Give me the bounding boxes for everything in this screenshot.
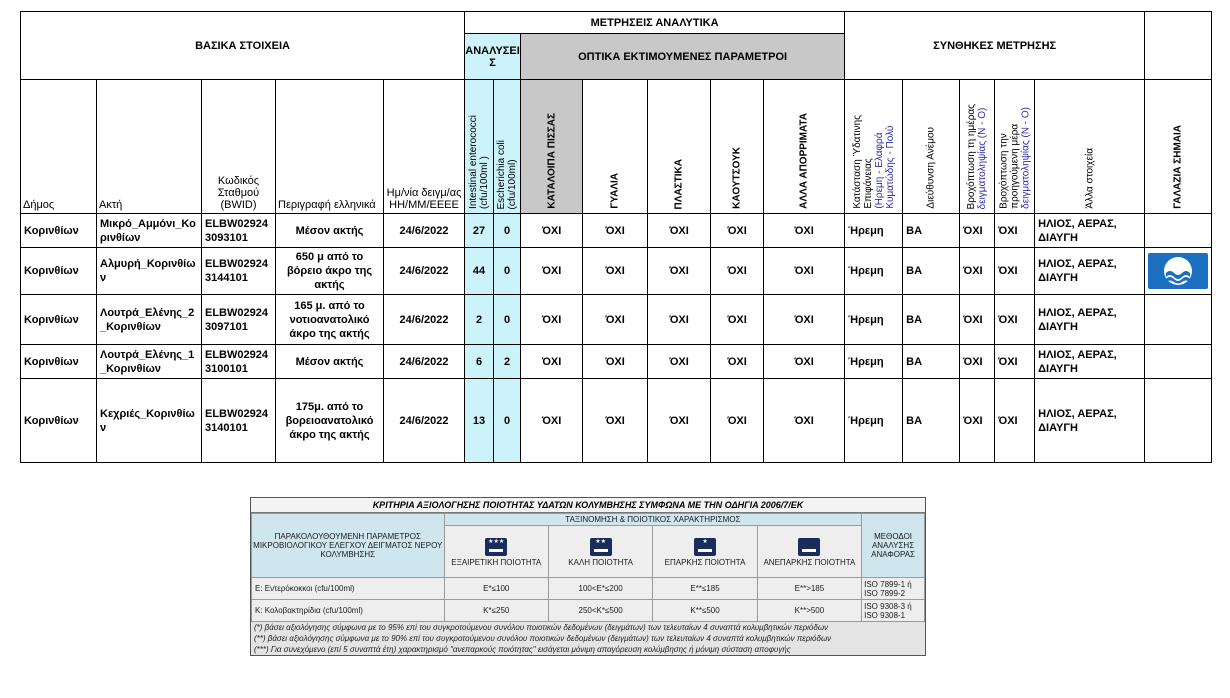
criteria-value: K**≤500 (653, 600, 757, 622)
quality-label: ΕΠΑΡΚΗΣ ΠΟΙΟΤΗΤΑ (664, 558, 746, 567)
cell-enterococci: 6 (465, 345, 494, 379)
cell-wind: ΒΑ (903, 248, 960, 295)
cell-date: 24/6/2022 (384, 248, 465, 295)
cell-enterococci: 2 (465, 295, 494, 345)
cell-akti: Λουτρά_Ελένης_2_Κορινθίων (97, 295, 202, 345)
quality-class-1 (548, 526, 652, 578)
cell-rubber: ΌΧΙ (711, 248, 764, 295)
cell-tar: ΌΧΙ (521, 214, 583, 248)
cell-code: ELBW029243144101 (202, 248, 276, 295)
cell-rain-day: ΌΧΙ (960, 379, 995, 463)
criteria-value: E**≤185 (653, 578, 757, 600)
cell-date: 24/6/2022 (384, 379, 465, 463)
cell-flag (1145, 345, 1212, 379)
cell-plastic: ΌΧΙ (648, 345, 711, 379)
criteria-notes (251, 622, 925, 655)
table-row (21, 248, 1212, 295)
measurements-table (20, 11, 1212, 463)
cell-other: ΗΛΙΟΣ, ΑΕΡΑΣ, ΔΙΑΥΓΗ (1035, 379, 1145, 463)
cell-akti: Κεχριές_Κορινθίων (97, 379, 202, 463)
cell-rain-day: ΌΧΙ (960, 345, 995, 379)
col-rain-day: Βροχόπτωση τη ημέρας δειγματοληψίας (N - O) (960, 80, 995, 214)
col-desc: Περιγραφή ελληνικά (276, 80, 384, 214)
col-rain-prev: Βροχόπτωση την προηγούμενη μέρα δειγματοληψίας (N - O) (995, 80, 1035, 214)
table-row (21, 295, 1212, 345)
analytical-header: ΜΕΤΡΗΣΕΙΣ ΑΝΑΛΥΤΙΚΑ (465, 12, 845, 34)
swimmer-icon (694, 538, 716, 556)
cell-akti: Αλμυρή_Κορινθίων (97, 248, 202, 295)
cell-date: 24/6/2022 (384, 214, 465, 248)
col-glass: ΓΥΑΛΙΑ (583, 80, 648, 214)
class-header: ΤΑΞΙΝΟΜΗΣΗ & ΠΟΙΟΤΙΚΟΣ ΧΑΡΑΚΤΗΡΙΣΜΟΣ (444, 514, 862, 526)
cell-rain-prev: ΌΧΙ (995, 379, 1035, 463)
cell-waste: ΌΧΙ (764, 379, 845, 463)
cell-plastic: ΌΧΙ (648, 295, 711, 345)
cell-ecoli: 0 (494, 214, 521, 248)
cell-desc: 165 μ. από το νοτιοανατολικό άκρο της ακτής (276, 295, 384, 345)
criteria-note: (***) Για συνεχόμενο (επί 5 συναπτά έτη) χαρακτηρισμό "ανεπαρκούς ποιότητας" εισάγεται μόνιμη απαγόρευση κολύμβησης ή μόνιμη σύσταση αποφυγής (254, 645, 791, 654)
cell-glass: ΌΧΙ (583, 248, 648, 295)
cell-wind: ΒΑ (903, 214, 960, 248)
blue-flag-icon (1148, 253, 1208, 289)
cell-tar: ΌΧΙ (521, 248, 583, 295)
cell-flag (1145, 214, 1212, 248)
criteria-method: ISO 7899-1 ή ISO 7899-2 (862, 578, 925, 600)
flag-header-spacer (1145, 12, 1212, 80)
col-dimos: Δήμος (21, 80, 97, 214)
cell-ecoli: 0 (494, 248, 521, 295)
cell-rain-prev: ΌΧΙ (995, 295, 1035, 345)
criteria-value: E**>185 (757, 578, 861, 600)
basic-info-header: ΒΑΣΙΚΑ ΣΤΟΙΧΕΙΑ (21, 12, 465, 80)
stars: ★★★ (488, 539, 505, 545)
cell-date: 24/6/2022 (384, 295, 465, 345)
analyses-header: ΑΝΑΛΥΣΕΙ Σ (465, 34, 521, 80)
cell-ecoli: 0 (494, 379, 521, 463)
cell-waste: ΌΧΙ (764, 295, 845, 345)
cell-other: ΗΛΙΟΣ, ΑΕΡΑΣ, ΔΙΑΥΓΗ (1035, 248, 1145, 295)
col-code: Κωδικός Σταθμού (BWID) (202, 80, 276, 214)
quality-label: ΚΑΛΗ ΠΟΙΟΤΗΤΑ (568, 558, 634, 567)
cell-code: ELBW029243097101 (202, 295, 276, 345)
criteria-param: E: Εντερόκοκκοι (cfu/100ml) (252, 578, 445, 600)
cell-rubber: ΌΧΙ (711, 345, 764, 379)
table-row (21, 345, 1212, 379)
cell-akti: Μικρό_Αμμόνι_Κορινθίων (97, 214, 202, 248)
cell-wind: ΒΑ (903, 379, 960, 463)
stars: ★★ (595, 539, 607, 545)
col-enterococci: Intestinal enterococci (cfu/100ml ) (465, 80, 494, 214)
cell-plastic: ΌΧΙ (648, 214, 711, 248)
criteria-row (252, 578, 925, 600)
criteria-param: K: Κολοβακτηρίδια (cfu/100ml) (252, 600, 445, 622)
criteria-value: K**>500 (757, 600, 861, 622)
cell-ecoli: 2 (494, 345, 521, 379)
cell-code: ELBW029243140101 (202, 379, 276, 463)
cell-flag (1145, 248, 1212, 295)
criteria-title: ΚΡΙΤΗΡΙΑ ΑΞΙΟΛΟΓΗΣΗΣ ΠΟΙΟΤΗΤΑΣ ΥΔΑΤΩΝ ΚΟΛΥΜΒΗΣΗΣ ΣΥΜΦΩΝΑ ΜΕ ΤΗΝ ΟΔΗΓΙΑ 2006/7/ΕΚ (251, 498, 925, 513)
cell-other: ΗΛΙΟΣ, ΑΕΡΑΣ, ΔΙΑΥΓΗ (1035, 295, 1145, 345)
quality-class-3 (757, 526, 861, 578)
cell-other: ΗΛΙΟΣ, ΑΕΡΑΣ, ΔΙΑΥΓΗ (1035, 214, 1145, 248)
method-header: ΜΕΘΟΔΟΙ ΑΝΑΛΥΣΗΣ ΑΝΑΦΟΡΑΣ (862, 514, 925, 578)
cell-rain-prev: ΌΧΙ (995, 345, 1035, 379)
cell-rain-prev: ΌΧΙ (995, 248, 1035, 295)
criteria-table (251, 513, 925, 622)
criteria-row (252, 600, 925, 622)
cell-rain-day: ΌΧΙ (960, 295, 995, 345)
table-row (21, 214, 1212, 248)
cell-dimos: Κορινθίων (21, 379, 97, 463)
col-waste: ΑΛΛΑ ΑΠΟΡΡΙΜΑΤΑ (764, 80, 845, 214)
cell-desc: 650 μ από το βόρειο άκρο της ακτής (276, 248, 384, 295)
cell-enterococci: 44 (465, 248, 494, 295)
criteria-value: E*≤100 (444, 578, 548, 600)
cell-rubber: ΌΧΙ (711, 295, 764, 345)
cell-waste: ΌΧΙ (764, 214, 845, 248)
cell-flag (1145, 379, 1212, 463)
cell-enterococci: 13 (465, 379, 494, 463)
cell-water: Ήρεμη (845, 379, 903, 463)
cell-plastic: ΌΧΙ (648, 379, 711, 463)
col-plastic: ΠΛΑΣΤΙΚΑ (648, 80, 711, 214)
cell-tar: ΌΧΙ (521, 379, 583, 463)
quality-label: ΑΝΕΠΑΡΚΗΣ ΠΟΙΟΤΗΤΑ (763, 558, 856, 567)
cell-water: Ήρεμη (845, 248, 903, 295)
cell-plastic: ΌΧΙ (648, 248, 711, 295)
cell-rubber: ΌΧΙ (711, 214, 764, 248)
stars: ★ (702, 539, 708, 545)
col-tar: ΚΑΤΑΛΟΙΠΑ ΠΙΣΣΑΣ (521, 80, 583, 214)
quality-label: ΕΞΑΙΡΕΤΙΚΗ ΠΟΙΟΤΗΤΑ (451, 558, 542, 567)
cell-desc: 175μ. από το βορειοανατολικό άκρο της ακτής (276, 379, 384, 463)
cell-rain-day: ΌΧΙ (960, 214, 995, 248)
cell-glass: ΌΧΙ (583, 295, 648, 345)
col-ecoli: Escherichia coli (cfu/100ml) (494, 80, 521, 214)
col-flag: ΓΑΛΑΖΙΑ ΣΗΜΑΙΑ (1145, 80, 1212, 214)
quality-class-0 (444, 526, 548, 578)
cell-wind: ΒΑ (903, 345, 960, 379)
cell-rain-prev: ΌΧΙ (995, 214, 1035, 248)
cell-water: Ήρεμη (845, 295, 903, 345)
criteria-value: 250<K*≤500 (548, 600, 652, 622)
criteria-value: K*≤250 (444, 600, 548, 622)
cell-glass: ΌΧΙ (583, 214, 648, 248)
cell-desc: Μέσον ακτής (276, 214, 384, 248)
cell-akti: Λουτρά_Ελένης_1_Κορινθίων (97, 345, 202, 379)
criteria-value: 100<E*≤200 (548, 578, 652, 600)
criteria-note: (**) βάσει αξιολόγησης σύμφωνα με το 90% επί του συγκροτούμενου συνόλου ποιοτικών δεδομένων (δειγμάτων) των τελευταίων 4 συναπτά κολυμβητικών περιόδων (254, 634, 832, 643)
cell-flag (1145, 295, 1212, 345)
optical-header: ΟΠΤΙΚΑ ΕΚΤΙΜΟΥΜΕΝΕΣ ΠΑΡΑΜΕΤΡΟΙ (521, 34, 845, 80)
conditions-header: ΣΥΝΘΗΚΕΣ ΜΕΤΡΗΣΗΣ (845, 12, 1145, 80)
cell-code: ELBW029243100101 (202, 345, 276, 379)
cell-date: 24/6/2022 (384, 345, 465, 379)
cell-rain-day: ΌΧΙ (960, 248, 995, 295)
cell-water: Ήρεμη (845, 214, 903, 248)
cell-enterococci: 27 (465, 214, 494, 248)
quality-class-2 (653, 526, 757, 578)
swimmer-icon (798, 538, 820, 556)
cell-other: ΗΛΙΟΣ, ΑΕΡΑΣ, ΔΙΑΥΓΗ (1035, 345, 1145, 379)
cell-dimos: Κορινθίων (21, 248, 97, 295)
table-row (21, 379, 1212, 463)
cell-tar: ΌΧΙ (521, 295, 583, 345)
col-wind: Διεύθυνση Ανέμου (903, 80, 960, 214)
cell-glass: ΌΧΙ (583, 345, 648, 379)
swimmer-icon (590, 538, 612, 556)
param-header: ΠΑΡΑΚΟΛΟΥΘΟΥΜΕΝΗ ΠΑΡΑΜΕΤΡΟΣ ΜΙΚΡΟΒΙΟΛΟΓΙΚΟΥ ΕΛΕΓΧΟΥ ΔΕΙΓΜΑΤΟΣ ΝΕΡΟΥ ΚΟΛΥΜΒΗΣΗΣ (252, 514, 445, 578)
cell-dimos: Κορινθίων (21, 214, 97, 248)
cell-desc: Μέσον ακτής (276, 345, 384, 379)
criteria-panel (250, 497, 926, 656)
criteria-method: ISO 9308-3 ή ISO 9308-1 (862, 600, 925, 622)
cell-dimos: Κορινθίων (21, 345, 97, 379)
cell-code: ELBW029243093101 (202, 214, 276, 248)
col-date: Ημ/νία δειγμ/ας ΗΗ/ΜΜ/ΕΕΕΕ (384, 80, 465, 214)
criteria-note: (*) βάσει αξιολόγησης σύμφωνα με το 95% επί του συγκροτούμενου συνόλου ποιοτικών δεδομένων (δειγμάτων) των τελευταίων 4 συναπτά κολυμβητικών περιόδων (254, 623, 829, 632)
cell-wind: ΒΑ (903, 295, 960, 345)
cell-rubber: ΌΧΙ (711, 379, 764, 463)
col-other: Άλλα στοιχεία (1035, 80, 1145, 214)
cell-water: Ήρεμη (845, 345, 903, 379)
cell-waste: ΌΧΙ (764, 248, 845, 295)
cell-dimos: Κορινθίων (21, 295, 97, 345)
cell-glass: ΌΧΙ (583, 379, 648, 463)
cell-tar: ΌΧΙ (521, 345, 583, 379)
swimmer-icon (485, 538, 507, 556)
col-water-state: Κατάσταση Ύδατινης Επιφάνειας (Ηρεμη - Ελαφρά Κυματώδης - Πολύ (845, 80, 903, 214)
col-rubber: ΚΑΟΥΤΣΟΥΚ (711, 80, 764, 214)
cell-waste: ΌΧΙ (764, 345, 845, 379)
col-akti: Ακτή (97, 80, 202, 214)
cell-ecoli: 0 (494, 295, 521, 345)
